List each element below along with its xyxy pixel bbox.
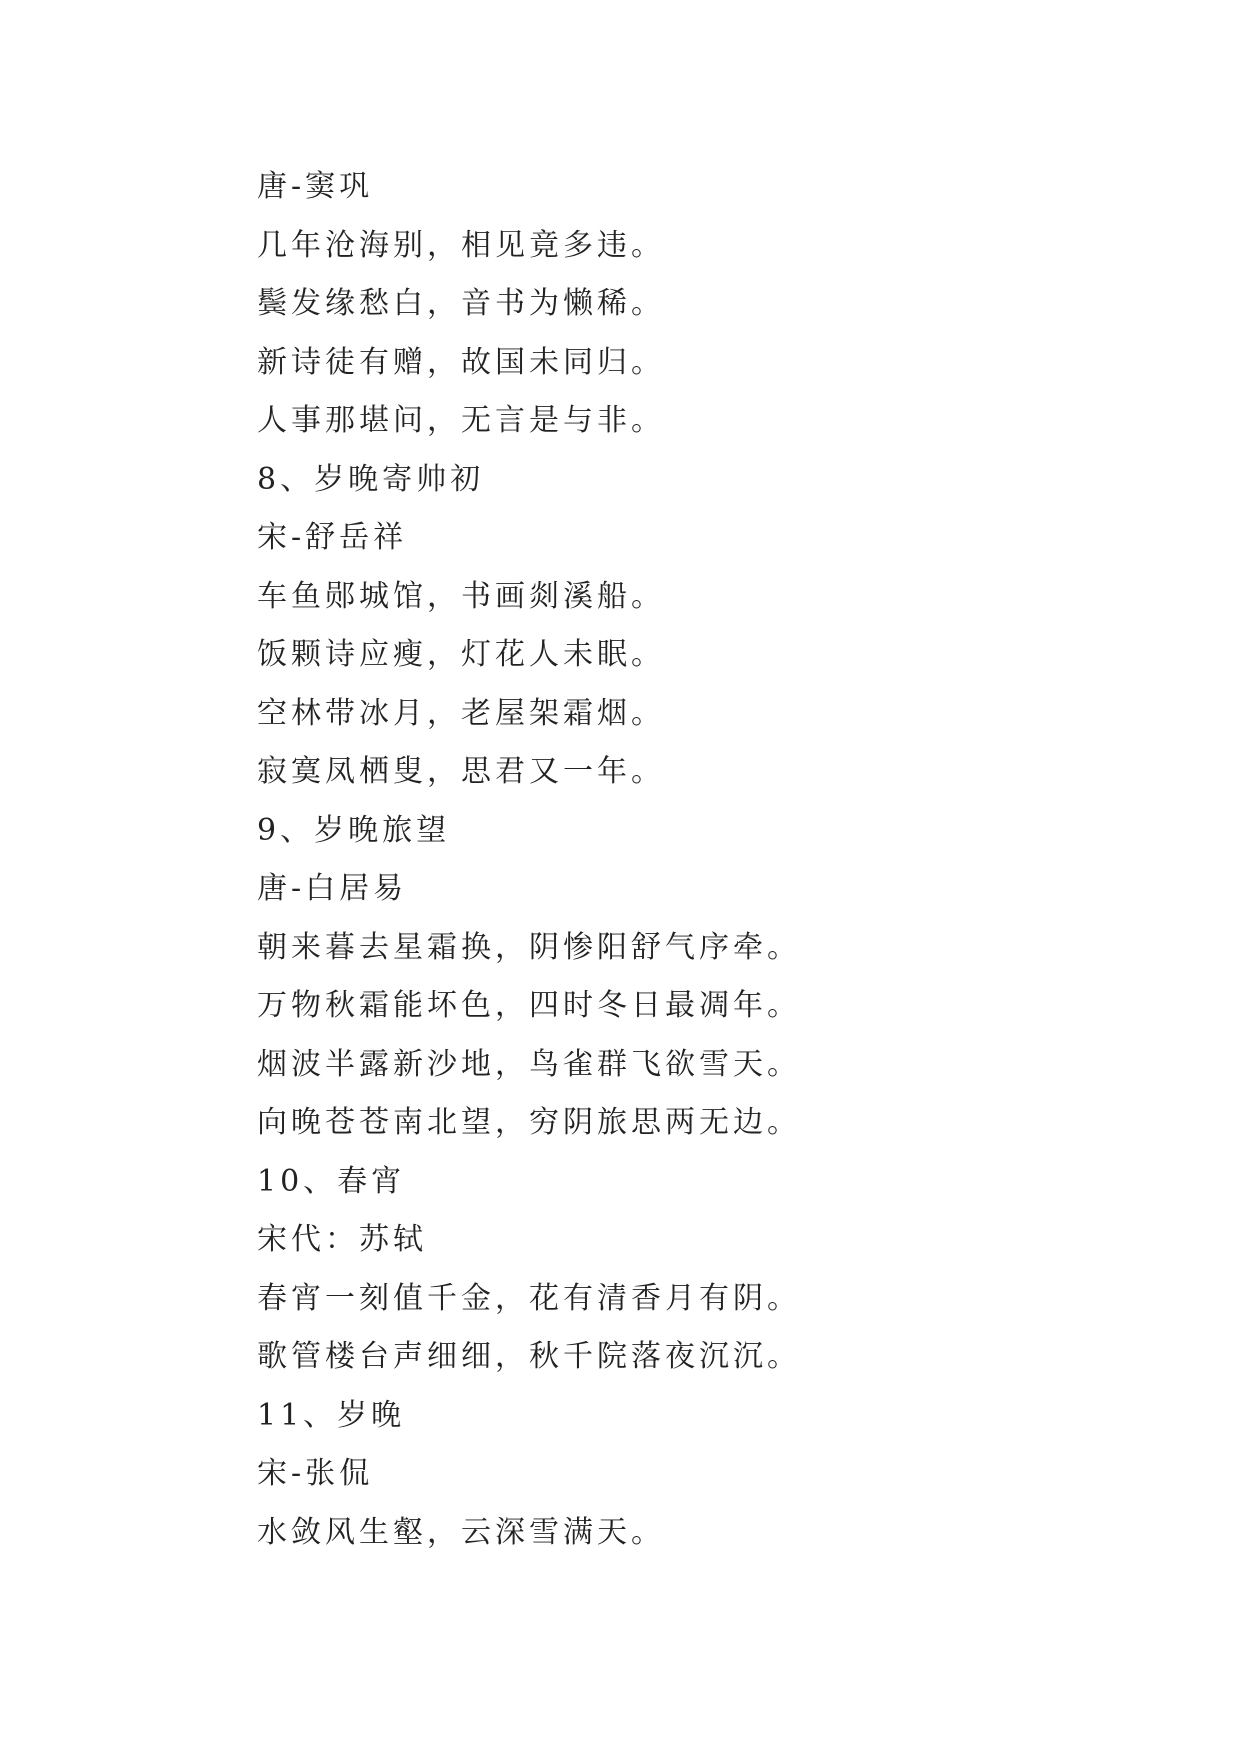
verse-line: 水敛风生壑，云深雪满天。 <box>257 1514 665 1550</box>
poet-line: 唐-白居易 <box>257 871 408 906</box>
poem-title: 11、岁晚 <box>257 1397 406 1433</box>
verse-line: 朝来暮去星霜换，阴惨阳舒气序牵。 <box>257 929 801 965</box>
poem-title: 10、春宵 <box>257 1163 406 1199</box>
poem-text-block <box>257 158 1157 1562</box>
verse-line: 万物秋霜能坏色，四时冬日最凋年。 <box>257 988 801 1023</box>
poet-line: 宋-舒岳祥 <box>257 520 408 555</box>
verse-line: 寂寞凤栖叟，思君又一年。 <box>257 754 665 789</box>
poem-title: 8、岁晚寄帅初 <box>257 461 485 497</box>
verse-line: 车鱼郧城馆，书画剡溪船。 <box>257 578 665 614</box>
verse-line: 空林带冰月，老屋架霜烟。 <box>257 695 665 731</box>
verse-line: 春宵一刻值千金，花有清香月有阴。 <box>257 1280 801 1316</box>
poet-line: 唐-窦巩 <box>257 169 374 204</box>
verse-line: 人事那堪问，无言是与非。 <box>257 403 665 438</box>
verse-line: 新诗徒有赠，故国未同归。 <box>257 344 665 380</box>
verse-line: 烟波半露新沙地，鸟雀群飞欲雪天。 <box>257 1046 801 1082</box>
verse-line: 鬓发缘愁白，音书为懒稀。 <box>257 286 665 321</box>
poem-title: 9、岁晚旅望 <box>257 812 451 848</box>
verse-line: 歌管楼台声细细，秋千院落夜沉沉。 <box>257 1339 801 1374</box>
verse-line: 向晚苍苍南北望，穷阴旅思两无边。 <box>257 1105 801 1140</box>
verse-line: 几年沧海别，相见竟多违。 <box>257 227 665 263</box>
poet-line: 宋-张侃 <box>257 1456 374 1491</box>
verse-line: 饭颗诗应瘦，灯花人未眠。 <box>257 637 665 672</box>
poet-line: 宋代：苏轼 <box>257 1222 427 1257</box>
